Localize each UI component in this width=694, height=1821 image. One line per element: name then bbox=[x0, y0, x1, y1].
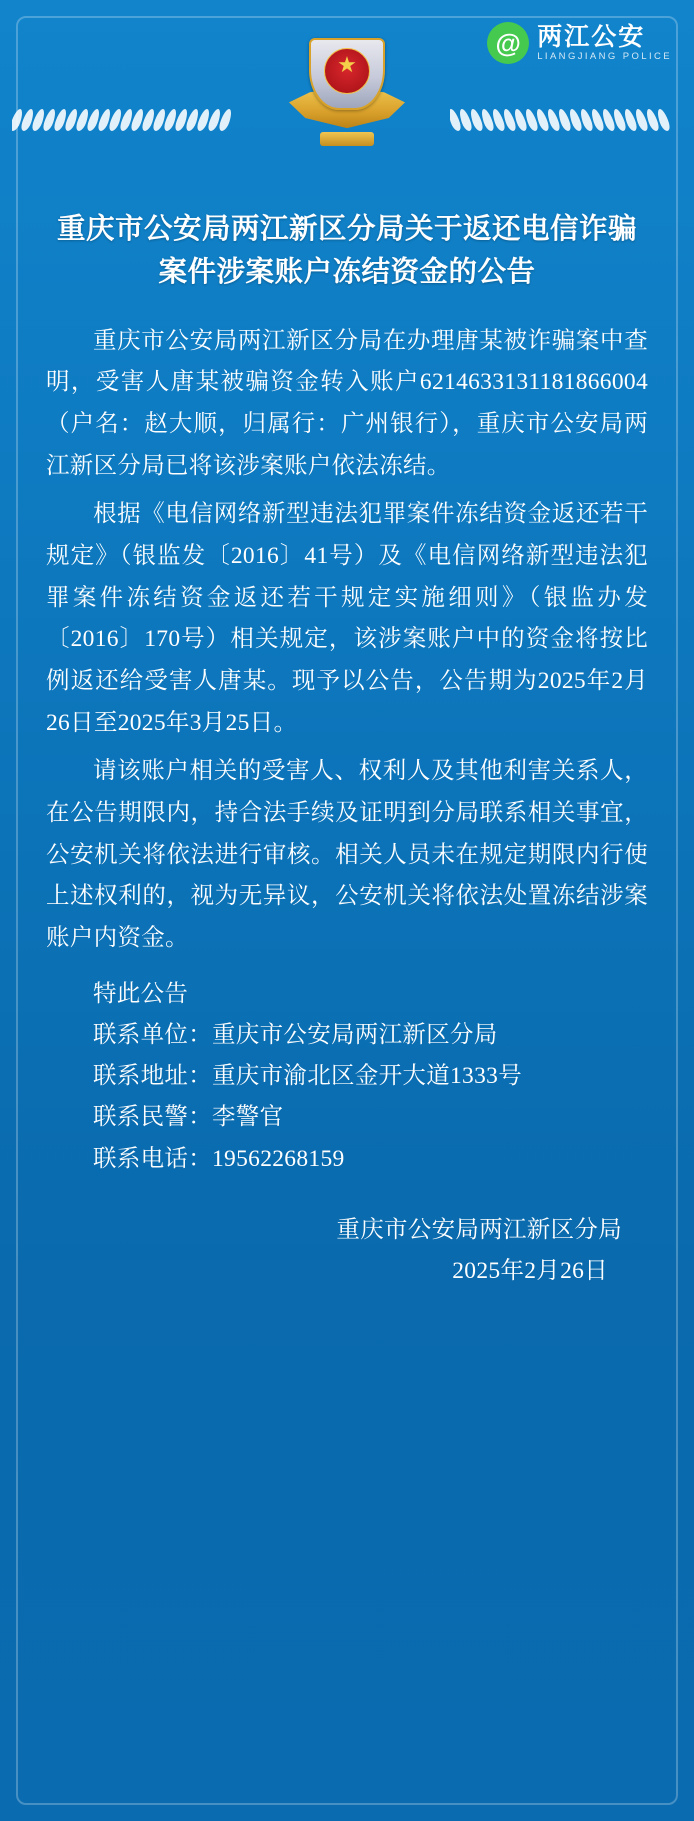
notice-content bbox=[0, 208, 694, 1292]
brand-name-en: LIANGJIANG POLICE bbox=[537, 51, 672, 63]
closing-block bbox=[46, 974, 648, 1180]
badge-base-icon bbox=[320, 132, 374, 146]
contact-unit: 联系单位：重庆市公安局两江新区分局 bbox=[93, 1022, 498, 1049]
wheat-stripe-right-icon bbox=[450, 104, 682, 136]
contact-phone: 联系电话：19562268159 bbox=[93, 1145, 345, 1172]
contact-officer: 联系民警：李警官 bbox=[93, 1104, 284, 1131]
issuer-name: 重庆市公安局两江新区分局 bbox=[336, 1216, 622, 1243]
paragraph-3: 请该账户相关的受害人、权利人及其他利害关系人，在公告期限内，持合法手续及证明到分局联系相关事宜，公安机关将依法进行审核。相关人员未在规定期限内行使上述权利的，视为无异议，公安机关将依法处置冻结涉案账户内资金。 bbox=[46, 757, 648, 952]
badge-shield-icon bbox=[309, 38, 385, 110]
police-badge-icon bbox=[289, 36, 405, 152]
contact-address: 联系地址：重庆市渝北区金开大道1333号 bbox=[93, 1063, 522, 1090]
at-symbol-icon: @ bbox=[487, 22, 529, 64]
brand-name-cn: 两江公安 bbox=[537, 22, 646, 51]
closing-text: 特此公告 bbox=[93, 981, 189, 1008]
wheat-stripe-left-icon bbox=[12, 104, 244, 136]
issue-date: 2025年2月26日 bbox=[452, 1257, 608, 1284]
paragraph-2: 根据《电信网络新型违法犯罪案件冻结资金返还若干规定》（银监发〔2016〕41号）及《电信网络新型违法犯罪案件冻结资金返还若干规定实施细则》（银监办发〔2016〕170号）相关规定，该涉案账户中的资金将按比例返还给受害人唐某。现予以公告，公告期为2025年2月26日至2025年3月25日。 bbox=[46, 500, 648, 737]
paragraph-1: 重庆市公安局两江新区分局在办理唐某被诈骗案中查明，受害人唐某被骗资金转入账户6214633131181866004（户名：赵大顺，归属行：广州银行），重庆市公安局两江新区分局已将该涉案账户依法冻结。 bbox=[46, 327, 648, 480]
page-title: 重庆市公安局两江新区分局关于返还电信诈骗案件涉案账户冻结资金的公告 bbox=[56, 214, 637, 289]
poster-header bbox=[0, 0, 694, 186]
signature-block bbox=[46, 1210, 648, 1292]
badge-star-icon: ★ bbox=[337, 52, 357, 77]
brand-logo bbox=[487, 22, 672, 64]
